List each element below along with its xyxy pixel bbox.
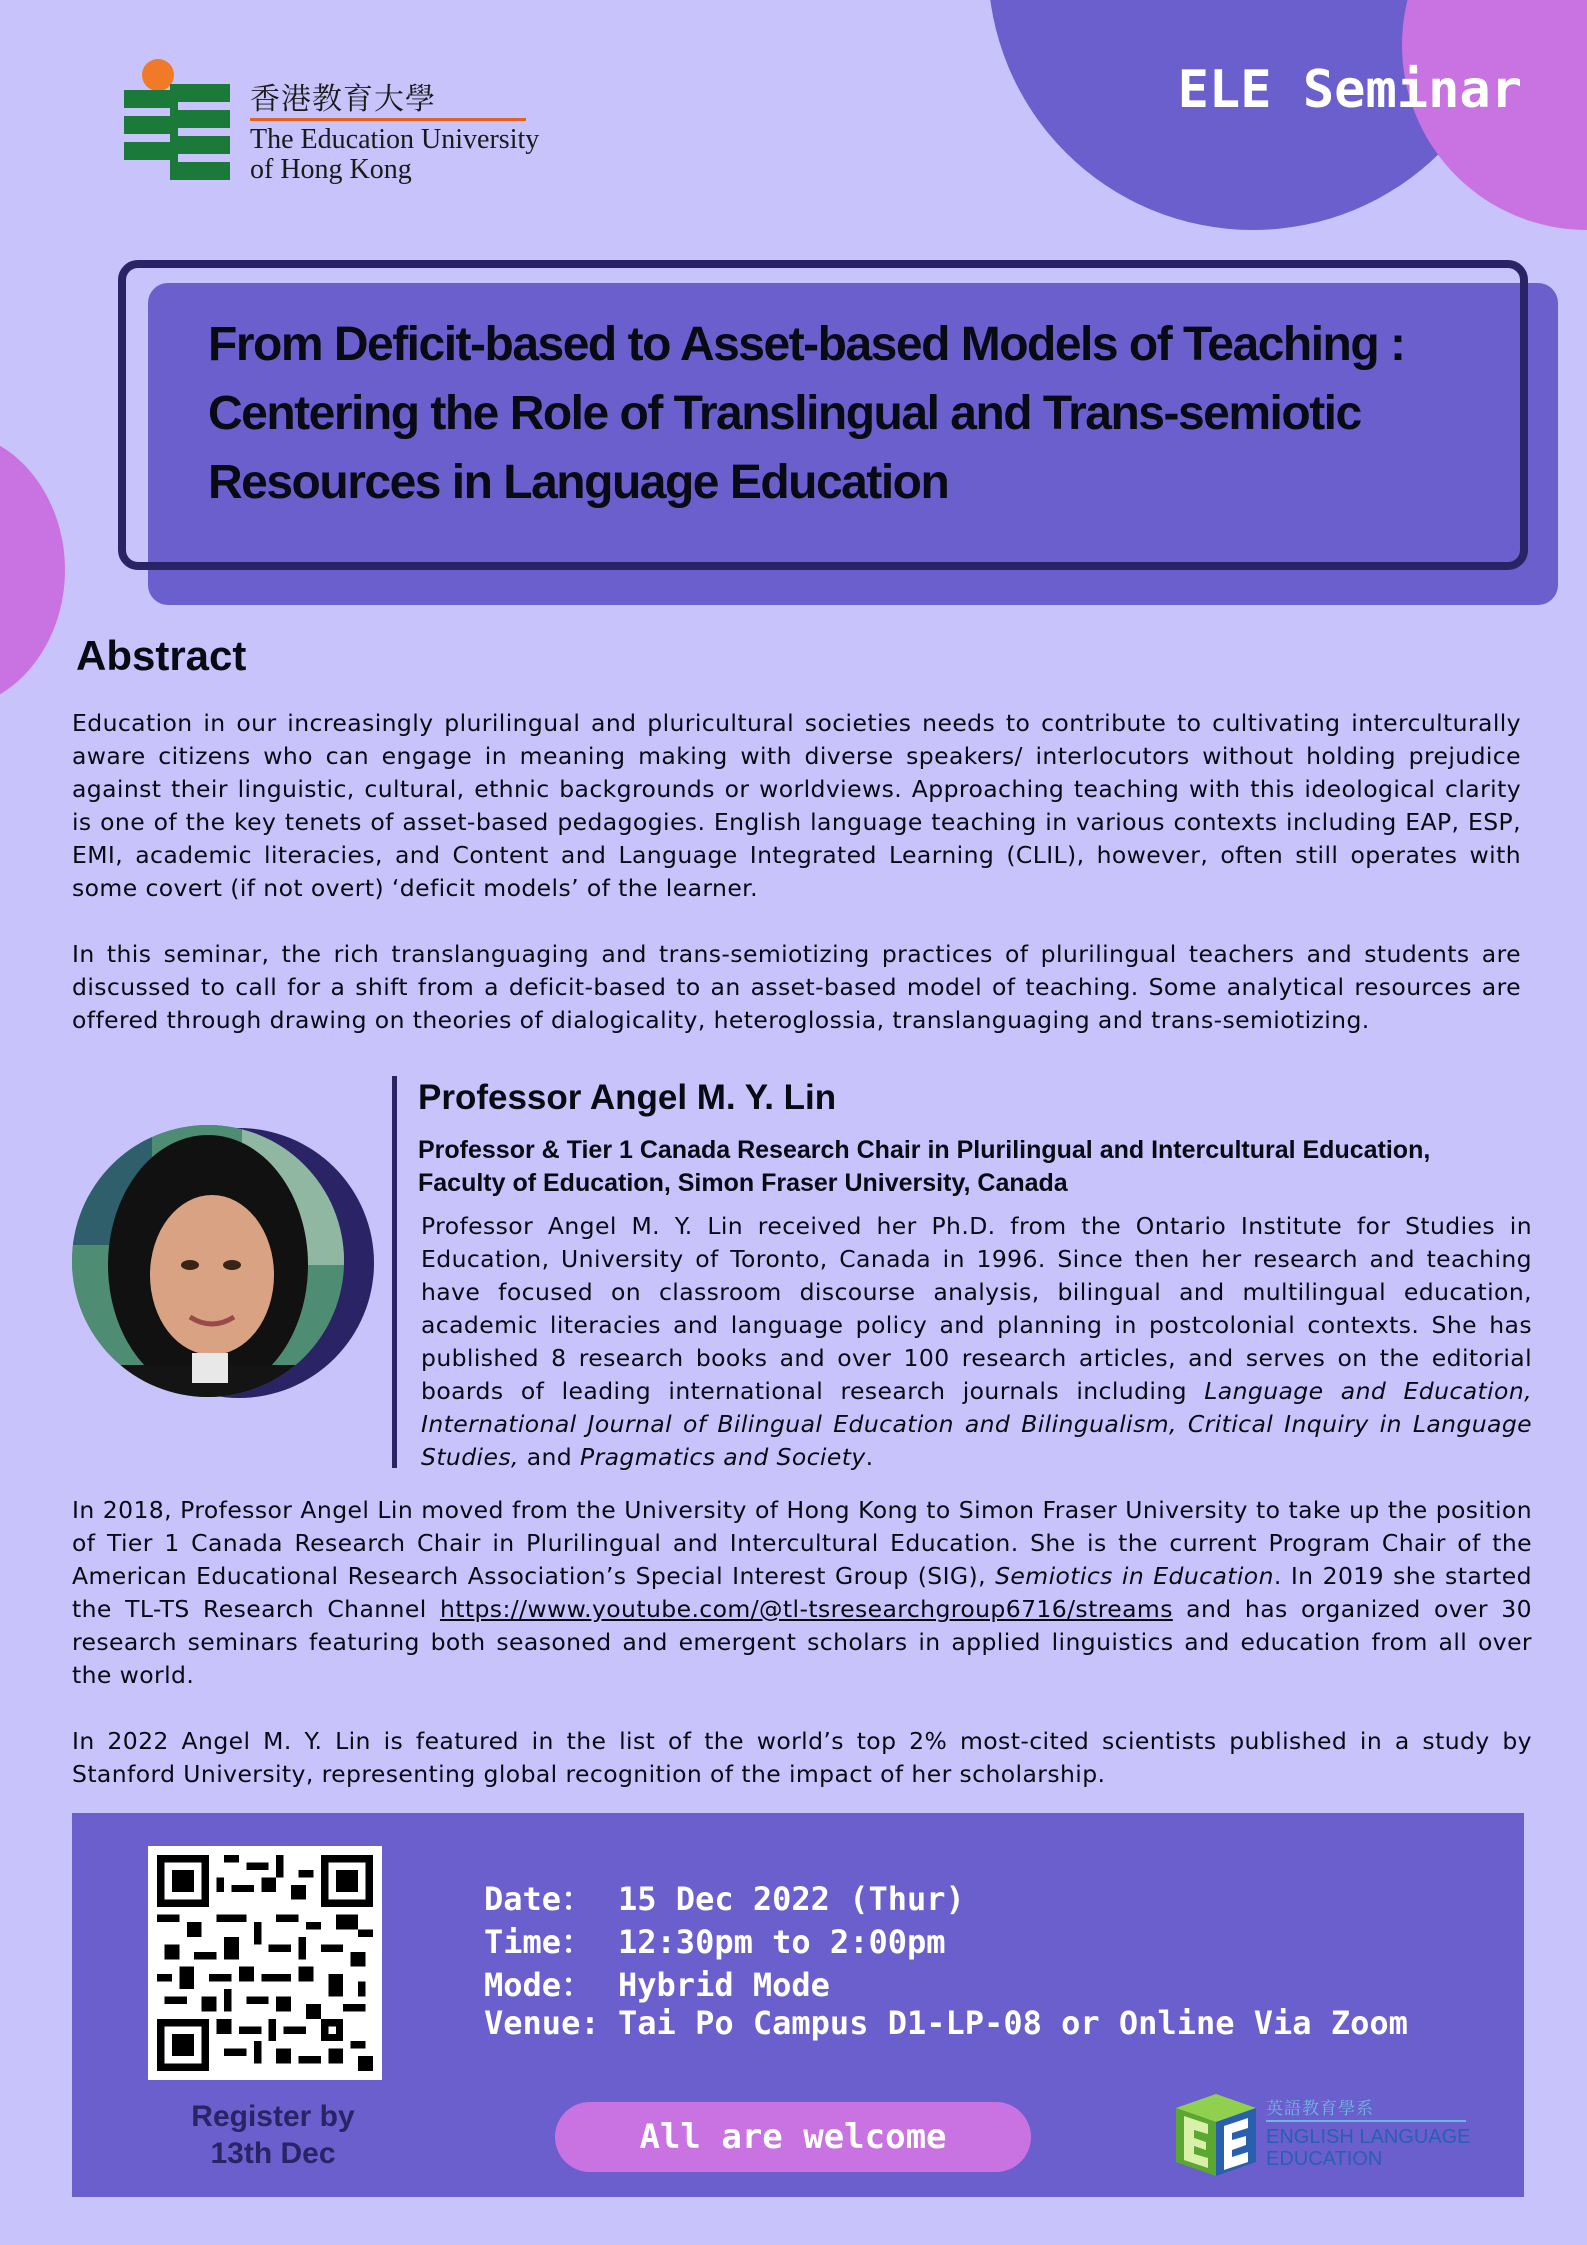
speaker-divider — [392, 1076, 397, 1468]
ele-name-line1: ENGLISH LANGUAGE — [1266, 2126, 1471, 2148]
qr-code-icon — [157, 1855, 373, 2071]
talk-title — [208, 310, 1498, 517]
bio1-and: and — [518, 1443, 580, 1471]
time-label: Time： — [484, 1923, 594, 1961]
speaker-photo — [72, 1125, 344, 1397]
speaker-position — [418, 1134, 1558, 1200]
bio1-end: . — [865, 1443, 874, 1471]
speaker-position-line1: Professor & Tier 1 Canada Research Chair in Plurilingual and Intercultural Education, — [418, 1136, 1431, 1164]
venue-value: Tai Po Campus D1-LP-08 or Online Via Zoom — [618, 2004, 1408, 2042]
ele-department-logo — [1172, 2090, 1472, 2178]
bio2-end: and has organized over 30 research seminars featuring both seasoned and emergent scholars in applied linguistics and education from all over the world. — [72, 1595, 1532, 1689]
venue-label: Venue: — [484, 2004, 600, 2042]
talk-title-line2: Centering the Role of Translingual and Trans-semiotic — [208, 387, 1361, 440]
mode-label: Mode： — [484, 1966, 594, 2004]
date-value: 15 Dec 2022 (Thur) — [618, 1880, 965, 1918]
event-date-row — [484, 1874, 965, 1920]
ele-logo-icon — [1172, 2090, 1260, 2178]
bio2-text: In 2018, Professor Angel Lin moved from the University of Hong Kong to Simon Fraser University to take up the position of Tier 1 Canada Research Chair in Plurilingual and Intercultural Education. She is the current Program Chair of the American Educational Research Association’s Special Interest Group (SIG), — [72, 1496, 1532, 1590]
eduhk-logo-icon — [124, 58, 234, 184]
speaker-bio-paragraph-2 — [72, 1494, 1532, 1692]
bio2-mid: . In 2019 she started the TL-TS Research Channel — [72, 1562, 1532, 1623]
event-time-row — [484, 1917, 946, 1963]
register-deadline — [148, 2098, 398, 2172]
register-line1: Register by — [191, 2100, 355, 2133]
logo-divider — [250, 118, 526, 121]
talk-title-line3: Resources in Language Education — [208, 456, 949, 509]
ele-chinese-name: 英語教育學系 — [1266, 2099, 1374, 2119]
abstract-paragraph-1: Education in our increasingly plurilingual and pluricultural societies needs to contribute to cultivating interculturally aware citizens who can engage in meaning making with diverse speakers/ interlocutors without holding prejudice against their linguistic, cultural, ethnic backgrounds or worldviews. Approaching teaching with this ideological clarity is one of the key tenets of asset-based pedagogies. English language teaching in various contexts including EAP, ESP, EMI, academic literacies, and Content and Language Integrated Learning (CLIL), however, often still operates with some covert (if not overt) ‘deficit models’ of the learner. — [72, 709, 1521, 902]
speaker-position-line2: Faculty of Education, Simon Fraser University, Canada — [418, 1169, 1068, 1197]
talk-title-line1: From Deficit-based to Asset-based Models of Teaching : — [208, 318, 1405, 371]
date-label: Date： — [484, 1880, 594, 1918]
mode-value: Hybrid Mode — [618, 1966, 830, 2004]
youtube-channel-link[interactable]: https://www.youtube.com/@tl-tsresearchgroup6716/streams — [439, 1595, 1173, 1623]
seminar-series-title: ELE Seminar — [1177, 60, 1522, 120]
abstract-heading: Abstract — [76, 632, 247, 679]
abstract-paragraph-2: In this seminar, the rich translanguaging and trans-semiotizing practices of plurilingual teachers and students are discussed to call for a shift from a deficit-based to an asset-based model of teaching. Some analytical resources are offered through drawing on theories of dialogicality, heteroglossia, translanguaging and trans-semiotizing. — [72, 940, 1521, 1034]
ele-name-line2: EDUCATION — [1266, 2148, 1383, 2170]
register-line2: 13th Dec — [210, 2137, 336, 2170]
event-mode-row — [484, 1960, 830, 2006]
speaker-bio-paragraph-1 — [421, 1210, 1532, 1474]
speaker-bio-paragraph-3: In 2022 Angel M. Y. Lin is featured in the list of the world’s top 2% most-cited scientists published in a study by Stanford University, representing global recognition of the impact of her scholarship. — [72, 1727, 1532, 1788]
bio1-text: Professor Angel M. Y. Lin received her Ph.D. from the Ontario Institute for Studies in Education, University of Toronto, Canada in 1996. Since then her research and teaching have focused on classroom discourse analysis, bilingual and multilingual education, academic literacies and language policy and planning in postcolonial contexts. She has published 8 research books and over 100 research articles, and serves on the editorial boards of leading international research journals including — [421, 1212, 1532, 1405]
speaker-name: Professor Angel M. Y. Lin — [418, 1078, 837, 1117]
bio1-journals: Language and Education, International Journal of Bilingual Education and Bilingualism, Critical Inquiry in Language Studies, — [421, 1377, 1533, 1471]
time-value: 12:30pm to 2:00pm — [618, 1923, 946, 1961]
all-welcome-badge: All are welcome — [555, 2102, 1031, 2172]
event-venue-row — [484, 2004, 1408, 2042]
logo-chinese-name: 香港教育大學 — [250, 82, 436, 117]
eduhk-logo — [124, 58, 544, 188]
decorative-circle-pink-left — [0, 430, 65, 710]
logo-name-line1: The Education University — [250, 124, 540, 155]
logo-name-line2: of Hong Kong — [250, 154, 412, 185]
bio1-last-journal: Pragmatics and Society — [580, 1443, 866, 1471]
registration-qr-code[interactable] — [148, 1846, 382, 2080]
ele-logo-divider — [1266, 2120, 1466, 2122]
bio2-sig: Semiotics in Education — [995, 1562, 1274, 1590]
